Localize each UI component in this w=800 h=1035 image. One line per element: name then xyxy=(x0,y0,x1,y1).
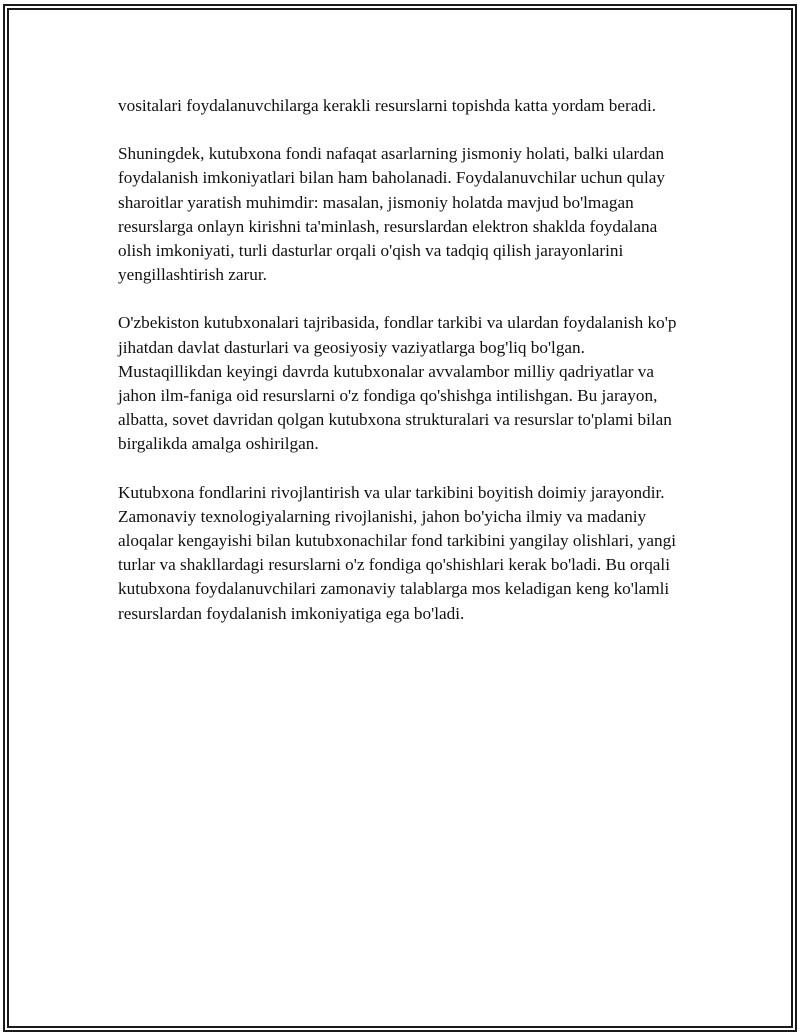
paragraph-1: vositalari foydalanuvchilarga kerakli resurslarni topishda katta yordam beradi. xyxy=(118,96,657,115)
body-text xyxy=(118,94,688,650)
paragraph-2: Shuningdek, kutubxona fondi nafaqat asarlarning jismoniy holati, balki ulardan foydalanish imkoniyatlari bilan ham baholanadi. Foydalanuvchilar uchun qulay sharoitlar yaratish muhimdir: masalan, jismoniy holatda mavjud bo'lmagan resurslarga onlayn kirishni ta'minlash, resurslardan elektron shaklda foydalana olish imkoniyati, turli dasturlar orqali o'qish va tadqiq qilish jarayonlarini yengillashtirish zarur. xyxy=(118,144,665,285)
paragraph-3: O'zbekiston kutubxonalari tajribasida, fondlar tarkibi va ulardan foydalanish ko'p jihatdan davlat dasturlari va geosiyosiy vaziyatlarga bog'liq bo'lgan. Mustaqillikdan keyingi davrda kutubxonalar avvalambor milliy qadriyatlar va jahon ilm-faniga oid resurslarni o'z fondiga qo'shishga intilishgan. Bu jarayon, albatta, sovet davridan qolgan kutubxona strukturalari va resurslar to'plami bilan birgalikda amalga oshirilgan. xyxy=(118,313,677,454)
paragraph-4: Kutubxona fondlarini rivojlantirish va ular tarkibini boyitish doimiy jarayondir. Zamonaviy texnologiyalarning rivojlanishi, jahon bo'yicha ilmiy va madaniy aloqalar kengayishi bilan kutubxonachilar fond tarkibini yangilay olishlari, yangi turlar va shakllardagi resurslarni o'z fondiga qo'shishlari kerak bo'ladi. Bu orqali kutubxona foydalanuvchilari zamonaviy talablarga mos keladigan keng ko'lamli resurslardan foydalanish imkoniyatiga ega bo'ladi. xyxy=(118,482,676,623)
